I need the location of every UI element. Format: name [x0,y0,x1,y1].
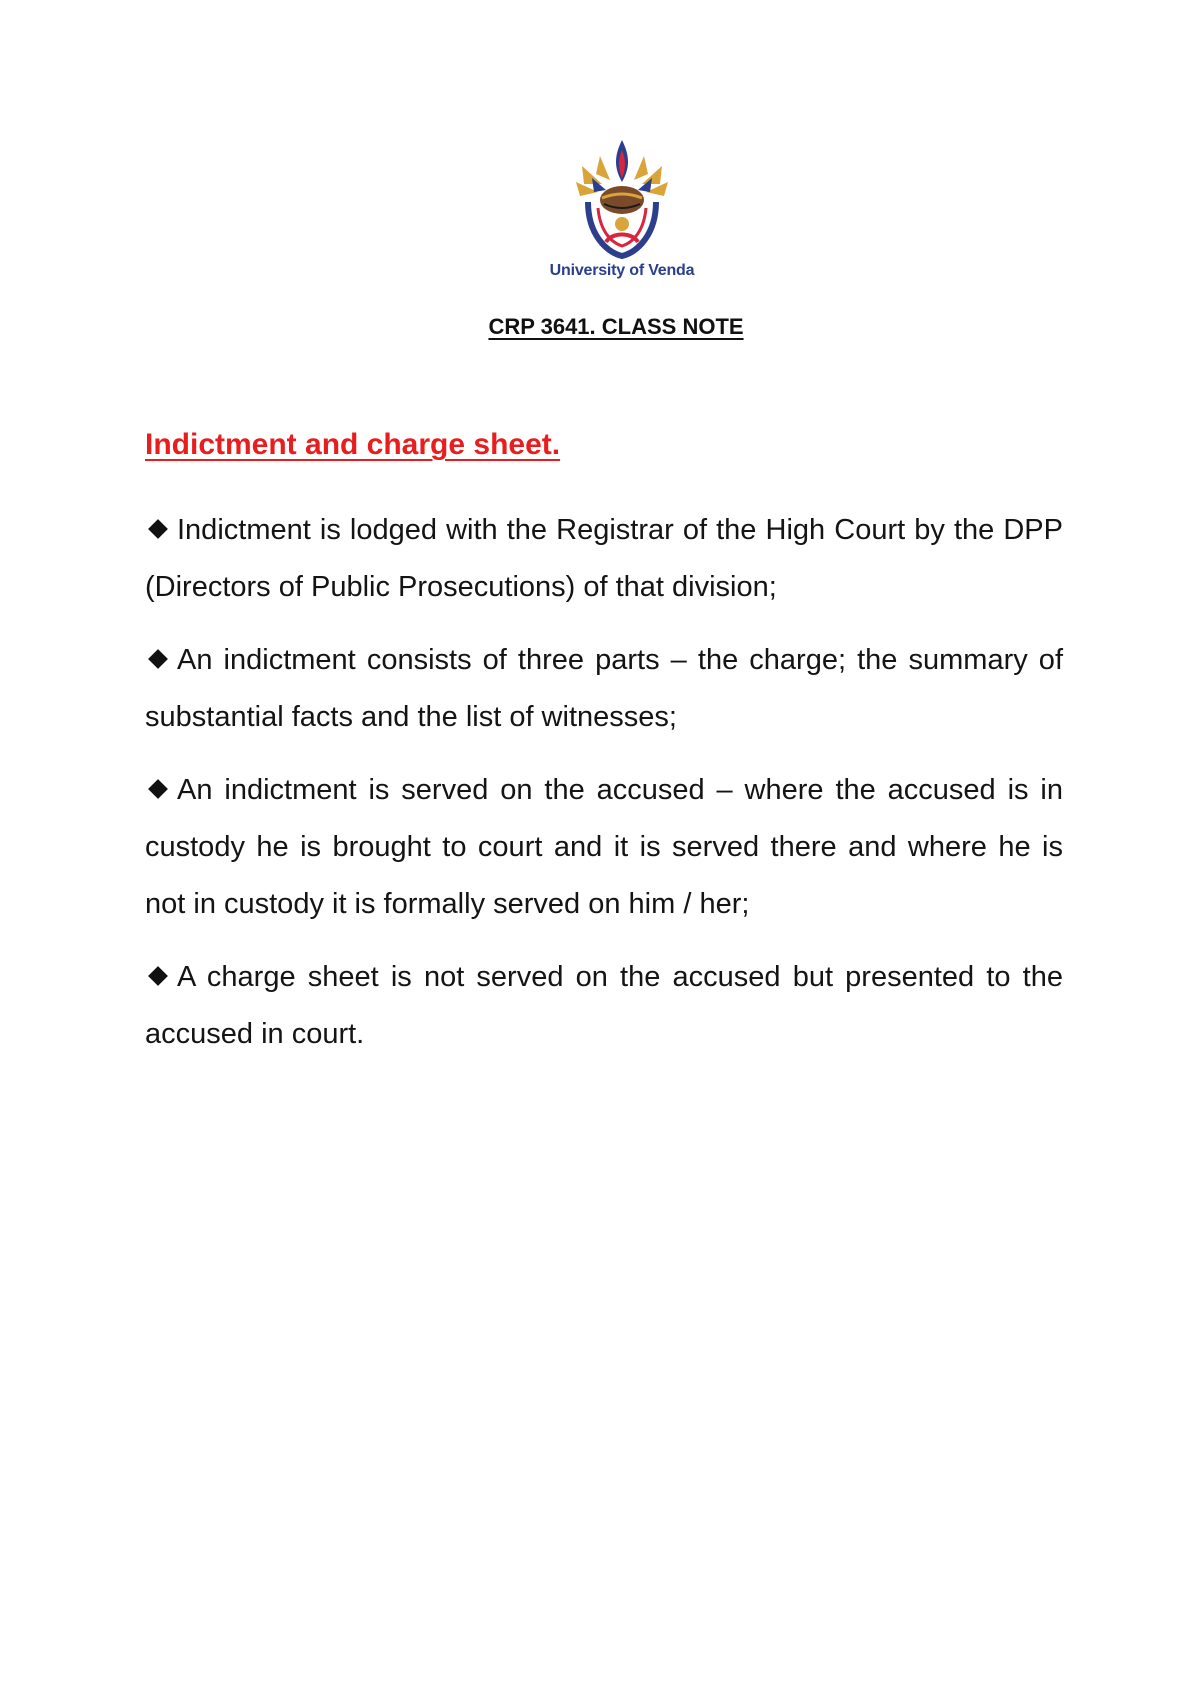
bullet-text: An indictment is served on the accused – where the accused is in custody he is brought to court and it is served there and where he is not in custody it is formally served on him / her; [145,774,1063,920]
bullet-text: A charge sheet is not served on the accused but presented to the accused in court. [145,961,1063,1050]
diamond-bullet-icon [148,519,168,539]
document-title: CRP 3641. CLASS NOTE [488,314,744,339]
section-heading: Indictment and charge sheet. [145,428,561,461]
logo-wordmark: University of Venda [549,262,695,279]
bullet-list [145,502,1063,1079]
university-logo [540,138,704,288]
university-crest-icon [540,138,704,260]
diamond-bullet-icon [148,779,168,799]
diamond-bullet-icon [148,649,168,669]
bullet-item [145,949,1063,1063]
bullet-text: An indictment consists of three parts – the charge; the summary of substantial facts and the list of witnesses; [145,644,1063,733]
bullet-text: Indictment is lodged with the Registrar of the High Court by the DPP (Directors of Public Prosecutions) of that division; [145,514,1063,603]
bullet-item [145,502,1063,616]
diamond-bullet-icon [148,966,168,986]
bullet-item [145,632,1063,746]
bullet-item [145,762,1063,933]
